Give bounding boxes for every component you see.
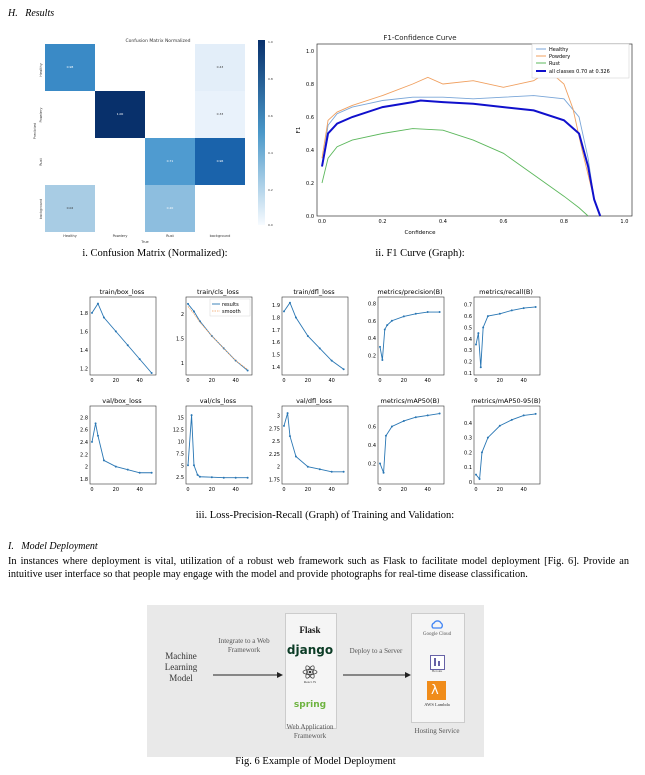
loss-legend-smooth: smooth (222, 309, 241, 315)
loss-point (523, 414, 525, 416)
loss-point (535, 413, 537, 415)
loss-point (427, 311, 429, 313)
loss-ytick: 0.5 (464, 325, 472, 332)
loss-point (139, 358, 141, 360)
loss-point (307, 335, 309, 337)
loss-xtick: 20 (304, 378, 312, 384)
loss-panel-frame (282, 406, 348, 484)
loss-point (97, 435, 99, 437)
arrow-integrate (213, 671, 283, 679)
loss-point (103, 317, 105, 319)
f1-xtick: 0.2 (378, 219, 387, 225)
loss-panel-title: train/dfl_loss (293, 288, 335, 296)
loss-panel-train-cls-loss (164, 286, 260, 386)
loss-panel-train-box-loss (68, 286, 164, 386)
loss-ytick: 0.4 (368, 443, 376, 449)
loss-point (223, 477, 225, 479)
loss-point (384, 328, 386, 330)
loss-point (511, 309, 513, 311)
loss-series-results (92, 304, 152, 373)
loss-xtick: 40 (232, 487, 239, 493)
cm-val-1-1: 1.00 (116, 112, 124, 116)
loss-xtick: 0 (474, 487, 478, 493)
cm-cbar-tick-1: 0.8 (268, 77, 273, 81)
loss-point (139, 472, 141, 474)
cm-val-3-0: 0.02 (66, 206, 74, 210)
legend-rust: Rust (549, 61, 560, 67)
cm-cbar-tick-5: 0.0 (268, 223, 273, 227)
loss-ytick: 3 (276, 413, 280, 420)
loss-panel-frame (378, 406, 444, 484)
loss-point (427, 414, 429, 416)
cm-val-0-3: 0.43 (216, 65, 224, 69)
cm-col-3: background (209, 234, 231, 238)
loss-ytick: 0.8 (368, 301, 376, 308)
loss-xtick: 40 (136, 378, 143, 384)
loss-point (331, 360, 333, 362)
loss-point (439, 413, 441, 415)
f1-series-rust (322, 129, 588, 216)
loss-point (187, 303, 189, 305)
loss-point (383, 472, 385, 474)
deploy-label: Deploy to a Server (349, 647, 403, 655)
loss-xtick: 0 (282, 378, 286, 384)
loss-point (287, 412, 289, 414)
loss-ytick: 0.2 (464, 359, 472, 366)
ml-model-label: Machine Learning Model (164, 651, 198, 683)
loss-xtick: 0 (186, 378, 190, 384)
f1-xtick: 0.4 (438, 219, 447, 225)
loss-ytick: 2.5 (272, 439, 280, 446)
loss-xtick: 40 (232, 378, 239, 384)
loss-xtick: 0 (186, 487, 190, 493)
cm-caption: i. Confusion Matrix (Normalized): (82, 248, 228, 259)
f1-xlabel: Confidence (404, 230, 436, 236)
loss-ytick: 2.5 (176, 475, 184, 482)
loss-ytick: 7.5 (176, 451, 184, 458)
spring-logo: spring (293, 700, 327, 710)
cm-ylabel: Predicted (33, 122, 37, 140)
fig6-caption: Fig. 6 Example of Model Deployment (235, 756, 396, 767)
loss-ytick: 1.6 (80, 329, 88, 336)
loss-panel-title: train/box_loss (99, 288, 145, 296)
loss-point (307, 466, 309, 468)
loss-panel-metrics-precision-b- (356, 286, 452, 386)
loss-ytick: 1.2 (80, 366, 88, 373)
heroku-label: Heroku (431, 669, 443, 673)
loss-ytick: 2 (276, 464, 280, 471)
loss-series-results (380, 414, 440, 473)
loss-xtick: 20 (112, 487, 120, 493)
f1-ylabel: F1 (296, 126, 302, 134)
loss-xtick: 0 (90, 487, 94, 493)
loss-panel-frame (474, 297, 540, 375)
loss-point (193, 464, 195, 466)
loss-ytick: 2.8 (80, 415, 88, 422)
loss-point (439, 311, 441, 313)
loss-point (197, 474, 199, 476)
loss-point (511, 419, 513, 421)
loss-panel-train-dfl-loss (260, 286, 356, 386)
loss-point (211, 476, 213, 478)
loss-point (199, 476, 201, 478)
loss-ytick: 0.6 (368, 318, 376, 325)
f1-xtick: 0.0 (318, 219, 326, 225)
loss-point (289, 302, 291, 304)
section-h-heading (8, 8, 54, 19)
f1-ytick: 0.6 (306, 115, 314, 121)
loss-panel-title: metrics/recall(B) (479, 288, 533, 296)
loss-point (91, 441, 93, 443)
section-i-title: Model Deployment (21, 541, 98, 552)
loss-ytick: 0.6 (368, 424, 376, 431)
cm-row-2: Rust (39, 158, 43, 166)
legend-healthy: Healthy (549, 47, 569, 53)
framework-caption: Web Application Framework (286, 723, 334, 740)
loss-series-results (380, 312, 440, 360)
loss-point (247, 370, 249, 372)
loss-xtick: 20 (304, 487, 312, 493)
loss-point (187, 464, 189, 466)
loss-point (95, 422, 97, 424)
loss-panel-val-box-loss (68, 395, 164, 495)
legend-powdery: Powdery (549, 54, 571, 60)
section-i-heading (8, 541, 98, 552)
f1-title: F1-Confidence Curve (383, 34, 457, 42)
loss-point (477, 332, 479, 334)
loss-point (403, 420, 405, 422)
loss-panel-title: val/box_loss (102, 397, 142, 405)
f1-xtick: 0.8 (559, 219, 568, 225)
loss-point (103, 459, 105, 461)
f1-ytick: 0.2 (306, 181, 314, 187)
loss-xtick: 20 (496, 487, 504, 493)
loss-xtick: 40 (136, 487, 143, 493)
cm-cbar-tick-3: 0.4 (268, 151, 273, 155)
loss-ytick: 2.4 (80, 439, 88, 446)
loss-point (482, 326, 484, 328)
loss-ytick: 1.5 (176, 336, 184, 343)
cm-val-2-3: 0.96 (216, 159, 224, 163)
aws-lambda-label: AWS Lambda (424, 702, 450, 707)
loss-series-results (284, 413, 344, 472)
loss-ytick: 1.7 (272, 327, 280, 334)
loss-panel-title: val/cls_loss (199, 397, 237, 405)
loss-legend (210, 299, 250, 316)
f1-ytick: 0.0 (306, 214, 314, 220)
loss-ytick: 12.5 (172, 427, 184, 434)
loss-ytick: 1.5 (272, 352, 280, 359)
loss-ytick: 0.1 (464, 465, 472, 472)
loss-point (479, 478, 481, 480)
loss-xtick: 40 (424, 487, 431, 493)
loss-point (289, 435, 291, 437)
google-cloud-label: Google Cloud (422, 632, 452, 637)
cm-col-0: Healthy (63, 234, 77, 238)
loss-panel-title: metrics/precision(B) (377, 288, 443, 296)
cm-val-1-3: 0.33 (216, 112, 224, 116)
loss-series-results (188, 415, 248, 478)
loss-panel-metrics-map50-95-b- (452, 395, 548, 495)
legend-all: all classes 0.70 at 0.326 (549, 69, 610, 75)
cm-val-0-0: 0.98 (66, 65, 74, 69)
loss-point (523, 307, 525, 309)
loss-ytick: 1.6 (272, 340, 280, 347)
loss-panel-metrics-map50-b- (356, 395, 452, 495)
loss-panel-val-cls-loss (164, 395, 260, 495)
loss-legend-results: results (222, 302, 239, 308)
cm-row-3: background (39, 198, 43, 220)
loss-xtick: 0 (378, 487, 382, 493)
deployment-paragraph: In instances where deployment is vital, utilization of a robust web framework such as Flask to facilitate model deployment [Fig. 6]. Provide an intuitive user interface so that people may engage with the model and provide photographs for real-time disease classification. (8, 556, 629, 580)
cm-cbar-tick-4: 0.2 (268, 188, 273, 192)
loss-series-results (476, 414, 536, 479)
loss-point (499, 313, 501, 315)
f1-chart (292, 32, 632, 237)
cm-xlabel: True (141, 240, 149, 244)
loss-point (381, 359, 383, 361)
cm-col-2: Rust (166, 234, 174, 238)
loss-panel-title: train/cls_loss (197, 288, 239, 296)
loss-panel-title: metrics/mAP50(B) (380, 397, 440, 405)
google-cloud-icon (430, 619, 444, 629)
loss-xtick: 0 (282, 487, 286, 493)
deployment-diagram (147, 605, 484, 757)
react-label: React JS (303, 680, 317, 684)
loss-point (386, 324, 388, 326)
loss-ytick: 0.2 (464, 450, 472, 457)
cm-cbar-tick-0: 1.0 (268, 40, 273, 44)
loss-panel-val-dfl-loss (260, 395, 356, 495)
heroku-icon (430, 655, 445, 670)
arrow-deploy (343, 671, 411, 679)
loss-point (481, 451, 483, 453)
cm-col-1: Powdery (112, 234, 128, 238)
loss-ytick: 1.8 (80, 476, 88, 483)
loss-xtick: 20 (112, 378, 120, 384)
loss-point (403, 315, 405, 317)
loss-point (499, 425, 501, 427)
loss-point (295, 317, 297, 319)
cm-row-1: Powdery (39, 107, 43, 123)
loss-ytick: 1.9 (272, 303, 280, 310)
loss-ytick: 0 (468, 480, 472, 486)
loss-panels (68, 286, 553, 491)
loss-ytick: 2.6 (80, 427, 88, 434)
f1-series-powdery (322, 71, 600, 216)
loss-point (235, 477, 237, 479)
loss-ytick: 0.4 (464, 420, 472, 427)
loss-point (319, 347, 321, 349)
loss-point (283, 425, 285, 427)
loss-point (283, 310, 285, 312)
loss-point (193, 310, 195, 312)
loss-xtick: 40 (328, 378, 335, 384)
loss-point (343, 368, 345, 370)
section-h-title: Results (25, 8, 55, 19)
f1-caption: ii. F1 Curve (Graph): (375, 248, 465, 259)
loss-point (475, 474, 477, 476)
loss-point (535, 306, 537, 308)
loss-caption: iii. Loss-Precision-Recall (Graph) of Training and Validation: (195, 510, 455, 521)
loss-ytick: 2.25 (268, 451, 280, 458)
loss-point (319, 468, 321, 470)
loss-panel-metrics-recall-b- (452, 286, 548, 386)
hosting-caption: Hosting Service (414, 727, 460, 735)
loss-ytick: 1.8 (272, 315, 280, 322)
loss-xtick: 0 (378, 378, 382, 384)
loss-ytick: 2 (180, 311, 184, 318)
f1-legend (532, 44, 629, 78)
aws-lambda-icon: λ (427, 681, 446, 700)
loss-ytick: 5 (180, 463, 184, 470)
loss-point (391, 320, 393, 322)
loss-xtick: 20 (496, 378, 504, 384)
loss-xtick: 20 (208, 378, 216, 384)
loss-series-results (476, 307, 536, 367)
loss-point (127, 469, 129, 471)
loss-point (385, 435, 387, 437)
loss-point (480, 366, 482, 368)
loss-ytick: 1.4 (80, 347, 88, 354)
loss-point (331, 471, 333, 473)
f1-ytick: 0.4 (306, 148, 314, 154)
loss-ytick: 0.1 (464, 371, 472, 377)
f1-ytick: 1.0 (306, 49, 314, 55)
loss-point (115, 330, 117, 332)
loss-point (247, 477, 249, 479)
loss-ytick: 0.4 (464, 336, 472, 343)
cm-colorbar (258, 40, 265, 225)
loss-ytick: 10 (177, 439, 184, 446)
loss-ytick: 0.2 (368, 461, 376, 468)
loss-ytick: 0.2 (368, 353, 376, 360)
loss-point (151, 472, 153, 474)
f1-xtick: 0.6 (499, 219, 508, 225)
loss-point (127, 344, 129, 346)
loss-xtick: 20 (400, 487, 408, 493)
loss-ytick: 2 (84, 464, 88, 471)
loss-ytick: 0.3 (464, 348, 472, 355)
loss-xtick: 20 (208, 487, 216, 493)
loss-point (115, 466, 117, 468)
loss-point (295, 455, 297, 457)
loss-xtick: 0 (474, 378, 478, 384)
loss-ytick: 2.2 (80, 452, 88, 459)
loss-point (379, 463, 381, 465)
cm-val-3-2: 0.20 (166, 206, 174, 210)
loss-point (343, 471, 345, 473)
loss-point (151, 372, 153, 374)
cm-val-2-2: 0.71 (166, 159, 174, 163)
loss-ytick: 0.7 (464, 302, 472, 309)
loss-panel-title: val/dfl_loss (296, 397, 332, 405)
loss-xtick: 40 (520, 378, 527, 384)
confusion-matrix (30, 35, 288, 244)
loss-point (487, 437, 489, 439)
loss-xtick: 40 (328, 487, 335, 493)
loss-point (415, 313, 417, 315)
loss-ytick: 1.75 (268, 477, 280, 484)
loss-ytick: 2.75 (268, 426, 280, 433)
integrate-label: Integrate to a Web Framework (218, 637, 270, 654)
flask-logo: Flask (299, 625, 321, 635)
loss-panel-frame (186, 406, 252, 484)
loss-point (487, 315, 489, 317)
f1-series-all (322, 101, 600, 217)
cm-cbar-tick-2: 0.6 (268, 114, 273, 118)
loss-ytick: 1 (180, 361, 184, 368)
loss-point (91, 312, 93, 314)
loss-point (391, 426, 393, 428)
loss-point (379, 346, 381, 348)
cm-row-0: Healthy (39, 63, 43, 77)
loss-panel-frame (474, 406, 540, 484)
loss-xtick: 0 (90, 378, 94, 384)
loss-xtick: 40 (424, 378, 431, 384)
loss-point (191, 414, 193, 416)
loss-ytick: 0.4 (368, 336, 376, 343)
react-icon (302, 665, 318, 679)
loss-ytick: 15 (177, 415, 184, 422)
section-i-number: I. (8, 541, 14, 552)
loss-series-results (92, 423, 152, 472)
loss-ytick: 1.4 (272, 364, 280, 371)
loss-xtick: 40 (520, 487, 527, 493)
f1-xtick: 1.0 (620, 219, 629, 225)
cm-title: Confusion Matrix Normalized (125, 39, 191, 44)
loss-series-results (284, 303, 344, 370)
loss-panel-title: metrics/mAP50-95(B) (471, 397, 541, 405)
loss-point (415, 416, 417, 418)
loss-ytick: 0.3 (464, 435, 472, 442)
loss-xtick: 20 (400, 378, 408, 384)
django-logo: django (286, 643, 334, 657)
loss-point (475, 344, 477, 346)
loss-ytick: 1.8 (80, 310, 88, 317)
loss-panel-frame (378, 297, 444, 375)
loss-ytick: 0.6 (464, 314, 472, 321)
f1-ytick: 0.8 (306, 82, 314, 88)
section-h-number: H. (8, 8, 18, 19)
loss-point (97, 303, 99, 305)
